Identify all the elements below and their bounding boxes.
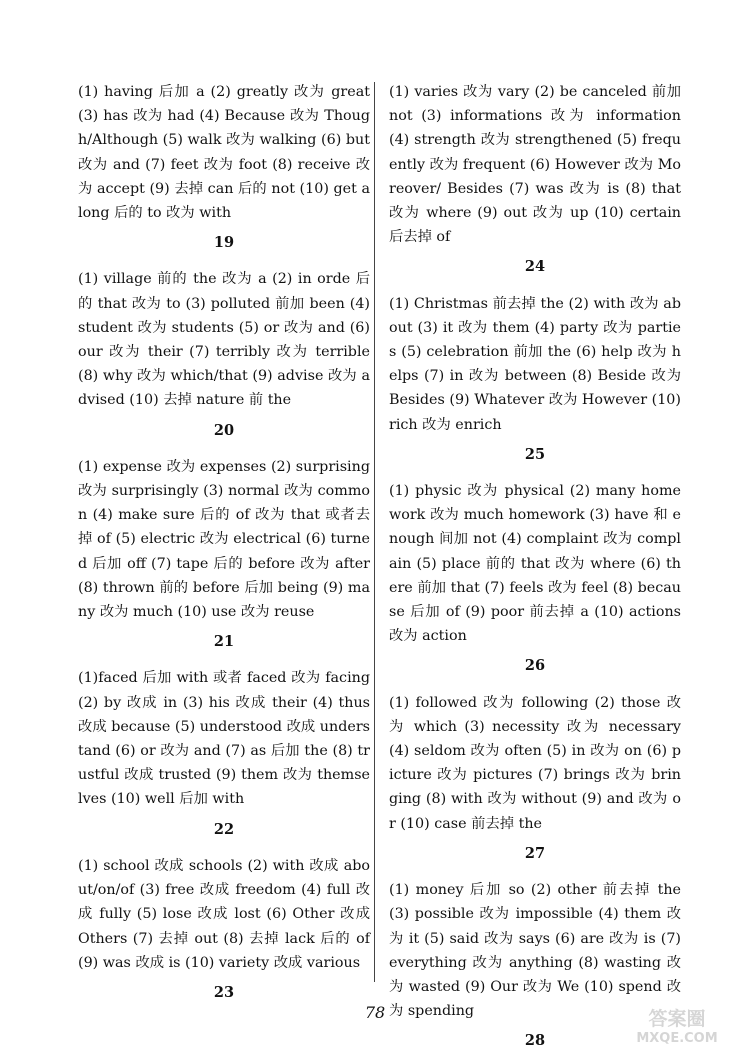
section-gap (389, 280, 681, 292)
section-number: 23 (213, 983, 235, 1001)
section-gap (78, 842, 370, 854)
answer-paragraph: (1) village 前的 the 改为 a (2) in orde 后的 that 改为 to (3) polluted 前加 been (4) student 改为 students (5) or 改为 and (6) our 改为 their (7) terribly 改为 terrible (8) why 改为 which/that (9) advise 改为 advised (10) 去掉 nature 前 the (78, 271, 370, 409)
answer-paragraph: (1) Christmas 前去掉 the (2) with 改为 about (3) it 改为 them (4) party 改为 parties (5) celebration 前加 the (6) help 改为 helps (7) in 改为 between (8) Beside 改为 Besides (9) Whatever 改为 However (10) rich 改为 enrich (389, 295, 681, 433)
section-gap (78, 654, 370, 666)
section-number: 28 (524, 1032, 546, 1050)
section-number: 19 (213, 234, 235, 252)
section-number: 26 (524, 657, 546, 675)
watermark-bottom-text: MXQE.COM (636, 1031, 718, 1045)
answer-paragraph: (1) varies 改为 vary (2) be canceled 前加 not (3) informations 改为 information (4) strength 改为 strengthened (5) frequently 改为 frequent (6) However 改为 Moreover/ Besides (7) was 改为 is (8) that 改为 where (9) out 改为 up (10) certain 后去掉 of (389, 84, 681, 246)
section-number: 20 (213, 421, 235, 439)
section-gap (78, 443, 370, 455)
section-gap (389, 866, 681, 878)
page-number: 78 (364, 1003, 386, 1022)
left-column (78, 80, 370, 1005)
answer-paragraph: (1) school 改成 schools (2) with 改成 about/on/of (3) free 改成 freedom (4) full 改成 fully (5) lose 改成 lost (6) Other 改成 Others (7) 去掉 out (8) 去掉 lack 后的 of (9) was 改成 is (10) variety 改成 various (78, 857, 370, 971)
section-gap (78, 255, 370, 267)
section-gap (389, 467, 681, 479)
section-number: 21 (213, 633, 235, 651)
answer-paragraph: (1) followed 改为 following (2) those 改为 which (3) necessity 改为 necessary (4) seldom 改为 often (5) in 改为 on (6) picture 改为 pictures (7) brings 改为 bringing (8) with 改为 without (9) and 改为 or (10) case 前去掉 the (389, 694, 681, 832)
section-number: 25 (524, 445, 546, 463)
section-number: 27 (524, 844, 546, 862)
answer-paragraph: (1) expense 改为 expenses (2) surprising 改为 surprisingly (3) normal 改为 common (4) make sure 后的 of 改为 that 或者去掉 of (5) electric 改为 electrical (6) turned 后加 off (7) tape 后的 before 改为 after (8) thrown 前的 before 后加 being (9) many 改为 much (10) use 改为 reuse (78, 458, 370, 621)
answer-paragraph: (1)faced 后加 with 或者 faced 改为 facing (2) by 改成 in (3) his 改成 their (4) thus 改成 because (5) understood 改成 understand (6) or 改为 and (7) as 后加 the (8) trustful 改成 trusted (9) them 改为 themselves (10) well 后加 with (78, 670, 370, 808)
answer-paragraph: (1) physic 改为 physical (2) many homework 改为 much homework (3) have 和 enough 间加 not (4) complaint 改为 complain (5) place 前的 that 改为 where (6) there 前加 that (7) feels 改为 feel (8) because 后加 of (9) poor 前去掉 a (10) actions 改为 action (389, 483, 681, 645)
section-gap (389, 679, 681, 691)
right-column (389, 80, 681, 1054)
section-number: 24 (524, 258, 546, 276)
section-number: 22 (213, 820, 235, 838)
answer-paragraph: (1) having 后加 a (2) greatly 改为 great (3) has 改为 had (4) Because 改为 Though/Although (5) walk 改为 walking (6) but 改为 and (7) feet 改为 foot (8) receive 改为 accept (9) 去掉 can 后的 not (10) get along 后的 to 改为 with (78, 84, 370, 222)
answer-paragraph: (1) money 后加 so (2) other 前去掉 the (3) possible 改为 impossible (4) them 改为 it (5) said 改为 says (6) are 改为 is (7) everything 改为 anything (8) wasting 改为 wasted (9) Our 改为 We (10) spend 改为 spending (389, 882, 681, 1020)
watermark-logo (618, 1003, 736, 1045)
watermark-top-text: 答案圈 (648, 1008, 706, 1030)
column-divider (374, 82, 375, 982)
